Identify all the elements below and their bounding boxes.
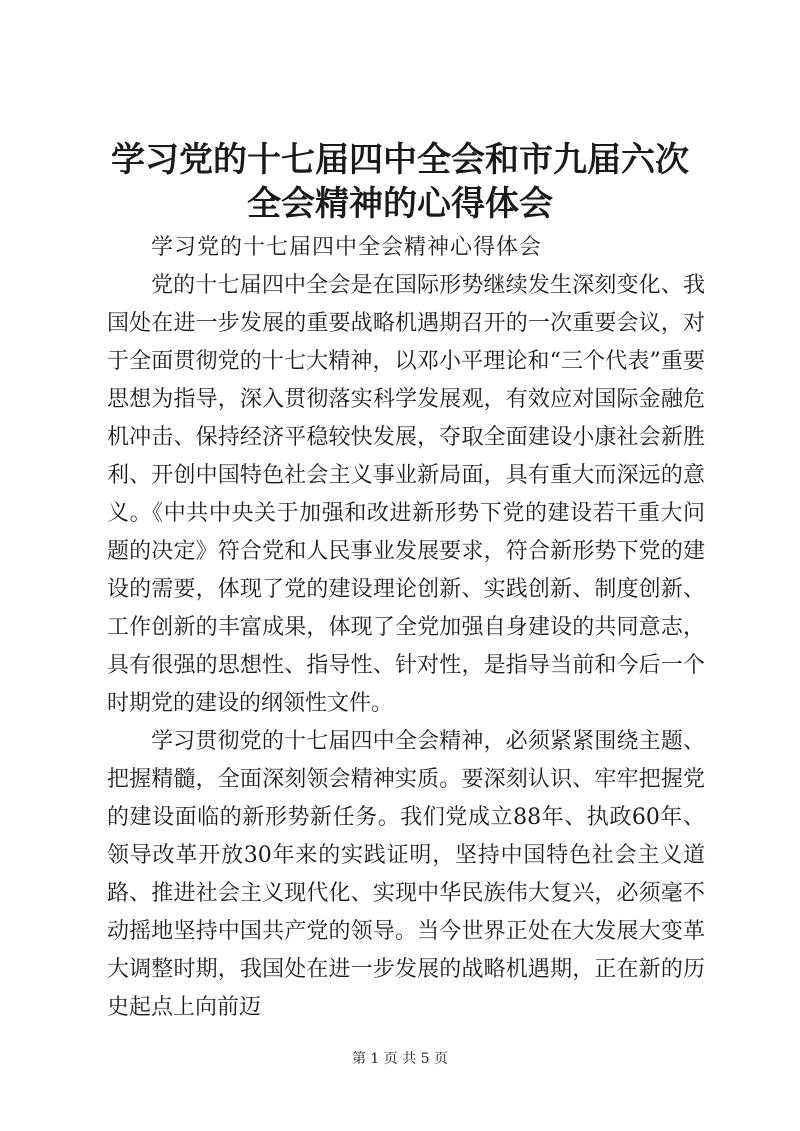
section-subtitle: 学习党的十七届四中全会精神心得体会 [151, 235, 543, 260]
document-title: 学习党的十七届四中全会和市九届六次全会精神的心得体会 [111, 140, 689, 224]
page-number-footer: 第 1 页 共 5 页 [351, 1051, 449, 1067]
body-paragraph: 党的十七届四中全会是在国际形势继续发生深刻变化、我国处在进一步发展的重要战略机遇期召开的一次重要会议，对于全面贯彻党的十七大精神，以邓小平理论和“三个代表”重要思想为指导，深入贯彻落实科学发展观，有效应对国际金融危机冲击、保持经济平稳较快发展，夺取全面建设小康社会新胜利、开创中国特色社会主义事业新局面，具有重大而深远的意义。《中共中央关于加强和改进新形势下党的建设若干重大问题的决定》符合党和人民事业发展要求，符合新形势下党的建设的需要，体现了党的建设理论创新、实践创新、制度创新、工作创新的丰富成果，体现了全党加强自身建设的共同意志，具有很强的思想性、指导性、针对性，是指导当前和今后一个时期党的建设的纲领性文件。 [107, 273, 705, 716]
body-paragraph: 学习贯彻党的十七届四中全会精神，必须紧紧围绕主题、把握精髓，全面深刻领会精神实质。要深刻认识、牢牢把握党的建设面临的新形势新任务。我们党成立88年、执政60年、领导改革开放30年来的实践证明，坚持中国特色社会主义道路、推进社会主义现代化、实现中华民族伟大复兴，必须毫不动摇地坚持中国共产党的领导。当今世界正处在大发展大变革大调整时期，我国处在进一步发展的战略机遇期，正在新的历史起点上向前迈 [107, 729, 705, 1020]
document-body [107, 229, 705, 1027]
